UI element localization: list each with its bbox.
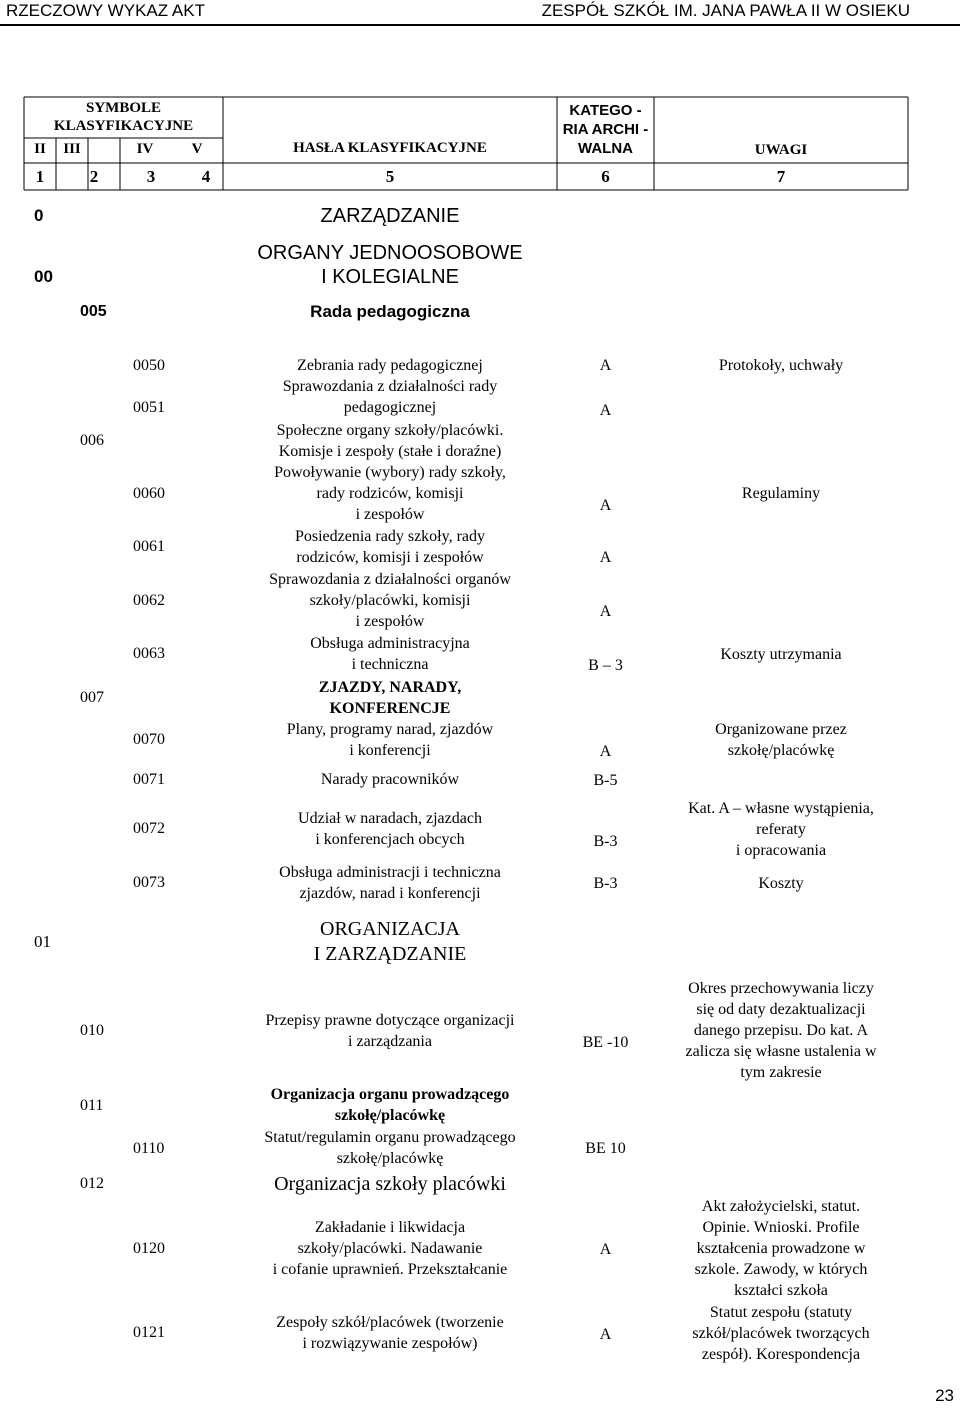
row-005-code: 005 xyxy=(80,303,107,320)
row-0073-title-1: Obsługa administracji i techniczna xyxy=(279,864,501,881)
row-0121-category: A xyxy=(599,1326,612,1343)
row-0063-category: B – 3 xyxy=(588,657,623,674)
row-0063-note: Koszty utrzymania xyxy=(720,646,842,663)
col-number-6: 6 xyxy=(601,167,610,186)
row-010-note-5: tym zakresie xyxy=(740,1064,822,1081)
row-0060-code: 0060 xyxy=(133,485,165,502)
row-0071-title: Narady pracowników xyxy=(320,771,460,788)
row-0060-title-3: i zespołów xyxy=(355,506,425,523)
col-number-4: 4 xyxy=(201,167,211,186)
row-0070-code: 0070 xyxy=(133,731,165,748)
row-007-title-2: KONFERENCJE xyxy=(329,700,451,717)
row-0072-title-1: Udział w naradach, zjazdach xyxy=(298,810,482,827)
row-0070-title-1: Plany, programy narad, zjazdów xyxy=(286,721,494,738)
row-007-title-1: ZJAZDY, NARADY, xyxy=(318,679,462,696)
row-0051-category: A xyxy=(599,402,612,419)
row-0060-note: Regulaminy xyxy=(741,485,821,502)
row-0121-title-2: i rozwiązywanie zespołów) xyxy=(302,1335,478,1352)
row-011-code: 011 xyxy=(80,1097,104,1114)
row-0-code: 0 xyxy=(34,206,44,225)
row-012-title: Organizacja szkoły placówki xyxy=(274,1173,506,1195)
row-0050-note: Protokoły, uchwały xyxy=(718,357,844,374)
row-0060-title-2: rady rodziców, komisji xyxy=(316,485,464,502)
category-header-1: KATEGO - xyxy=(569,102,642,119)
row-0120-title-3: i cofanie uprawnień. Przekształcanie xyxy=(272,1261,508,1278)
level-v: V xyxy=(191,141,203,157)
row-007-code: 007 xyxy=(80,689,104,706)
row-0072-code: 0072 xyxy=(133,820,165,837)
row-0071-code: 0071 xyxy=(133,771,165,788)
category-header-3: WALNA xyxy=(578,140,633,157)
row-0120-note-5: kształci szkoła xyxy=(734,1282,828,1299)
row-0110-category: BE 10 xyxy=(585,1140,626,1157)
row-0063-title-2: i techniczna xyxy=(351,656,429,673)
row-0120-code: 0120 xyxy=(133,1240,165,1257)
row-012-code: 012 xyxy=(80,1175,104,1192)
level-ii: II xyxy=(34,141,46,157)
row-00-code: 00 xyxy=(34,267,53,286)
row-0050-category: A xyxy=(599,357,612,374)
row-0121-note-3: zespół). Korespondencja xyxy=(701,1346,861,1363)
row-0073-code: 0073 xyxy=(133,874,165,891)
row-0120-note-1: Akt założycielski, statut. xyxy=(701,1198,861,1215)
row-0121-title-1: Zespoły szkół/placówek (tworzenie xyxy=(276,1314,504,1331)
passwords-header: HASŁA KLASYFIKACYJNE xyxy=(293,140,487,156)
row-0062-title-3: i zespołów xyxy=(355,613,425,630)
row-006-title-2: Komisje i zespoły (stałe i doraźne) xyxy=(278,443,502,460)
row-006-title-1: Społeczne organy szkoły/placówki. xyxy=(276,422,504,439)
row-0073-category: B-3 xyxy=(593,875,618,892)
row-0120-note-2: Opinie. Wnioski. Profile xyxy=(702,1219,860,1236)
row-00-title-1: ORGANY JEDNOOSOBOWE xyxy=(257,242,523,264)
row-0073-note: Koszty xyxy=(758,875,804,892)
row-0051-title-2: pedagogicznej xyxy=(343,399,437,416)
row-0061-title-1: Posiedzenia rady szkoły, rady xyxy=(294,528,485,545)
row-0070-title-2: i konferencji xyxy=(349,742,431,759)
col-number-7: 7 xyxy=(776,167,786,186)
row-01-title-1: ORGANIZACJA xyxy=(320,918,460,940)
symbols-title-2: KLASYFIKACYJNE xyxy=(53,118,194,134)
row-0120-title-2: szkoły/placówki. Nadawanie xyxy=(297,1240,483,1257)
row-0051-title-1: Sprawozdania z działalności rady xyxy=(282,378,498,395)
col-number-5: 5 xyxy=(385,167,395,186)
row-0121-note-2: szkół/placówek tworzących xyxy=(692,1325,870,1342)
row-0062-category: A xyxy=(599,603,612,620)
row-005-title: Rada pedagogiczna xyxy=(310,302,470,321)
category-header-2: RIA ARCHI - xyxy=(562,121,649,138)
page-number: 23 xyxy=(935,1386,954,1405)
header-left-title: RZECZOWY WYKAZ AKT xyxy=(6,1,205,20)
remarks-header: UWAGI xyxy=(754,142,808,158)
row-0061-title-2: rodziców, komisji i zespołów xyxy=(296,549,484,566)
row-010-note-2: się od daty dezaktualizacji xyxy=(696,1001,866,1018)
row-010-title-2: i zarządzania xyxy=(348,1033,432,1050)
row-0062-code: 0062 xyxy=(133,592,165,609)
row-0121-note-1: Statut zespołu (statuty xyxy=(709,1304,853,1321)
level-iii: III xyxy=(63,141,81,157)
row-01-code: 01 xyxy=(34,932,51,951)
row-011-title-1: Organizacja organu prowadzącego xyxy=(270,1086,510,1103)
row-0072-note-1: Kat. A – własne wystąpienia, xyxy=(688,800,874,817)
symbols-title-1: SYMBOLE xyxy=(85,100,161,116)
row-010-note-1: Okres przechowywania liczy xyxy=(688,980,874,997)
row-0110-code: 0110 xyxy=(133,1140,165,1157)
level-iv: IV xyxy=(136,141,154,157)
row-0061-category: A xyxy=(599,549,612,566)
row-006-code: 006 xyxy=(80,432,104,449)
header-right-title: ZESPÓŁ SZKÓŁ IM. JANA PAWŁA II W OSIEKU xyxy=(541,1,910,20)
row-0073-title-2: zjazdów, narad i konferencji xyxy=(299,885,481,902)
row-0-title: ZARZĄDZANIE xyxy=(320,205,460,227)
row-0072-note-2: referaty xyxy=(756,821,806,838)
row-0063-code: 0063 xyxy=(133,645,165,662)
col-number-2: 2 xyxy=(89,167,99,186)
row-0120-title-1: Zakładanie i likwidacja xyxy=(314,1219,466,1236)
col-number-3: 3 xyxy=(146,167,156,186)
row-0120-category: A xyxy=(599,1241,612,1258)
row-010-title-1: Przepisy prawne dotyczące organizacji xyxy=(265,1012,515,1029)
row-0060-category: A xyxy=(599,497,612,514)
row-0120-note-3: kształcenia prowadzone w xyxy=(696,1240,866,1257)
row-011-title-2: szkołę/placówkę xyxy=(334,1107,446,1124)
row-0062-title-1: Sprawozdania z działalności organów xyxy=(269,571,511,588)
row-0051-code: 0051 xyxy=(133,399,165,416)
row-0061-code: 0061 xyxy=(133,538,165,555)
row-00-title-2: I KOLEGIALNE xyxy=(321,266,459,288)
row-0120-note-4: szkole. Zawody, w których xyxy=(694,1261,868,1278)
row-0050-title: Zebrania rady pedagogicznej xyxy=(297,357,483,374)
row-0072-title-2: i konferencjach obcych xyxy=(315,831,465,848)
row-0072-category: B-3 xyxy=(593,833,618,850)
row-0062-title-2: szkoły/placówki, komisji xyxy=(309,592,471,609)
row-010-category: BE -10 xyxy=(582,1034,629,1051)
row-0072-note-3: i opracowania xyxy=(735,842,827,859)
row-0110-title-2: szkołę/placówkę xyxy=(336,1150,444,1167)
row-010-code: 010 xyxy=(80,1022,104,1039)
row-01-title-2: I ZARZĄDZANIE xyxy=(313,943,467,965)
row-0050-code: 0050 xyxy=(133,357,165,374)
row-010-note-4: zalicza się własne ustalenia w xyxy=(685,1043,877,1060)
row-0063-title-1: Obsługa administracyjna xyxy=(310,635,470,652)
col-number-1: 1 xyxy=(35,167,45,186)
row-0071-category: B-5 xyxy=(593,772,618,789)
row-0070-category: A xyxy=(599,743,612,760)
row-0060-title-1: Powoływanie (wybory) rady szkoły, xyxy=(274,464,506,481)
row-0110-title-1: Statut/regulamin organu prowadzącego xyxy=(264,1129,516,1146)
row-0121-code: 0121 xyxy=(133,1324,165,1341)
row-0070-note-1: Organizowane przez xyxy=(715,721,847,738)
row-010-note-3: danego przepisu. Do kat. A xyxy=(693,1022,869,1039)
row-0070-note-2: szkołę/placówkę xyxy=(727,742,835,759)
